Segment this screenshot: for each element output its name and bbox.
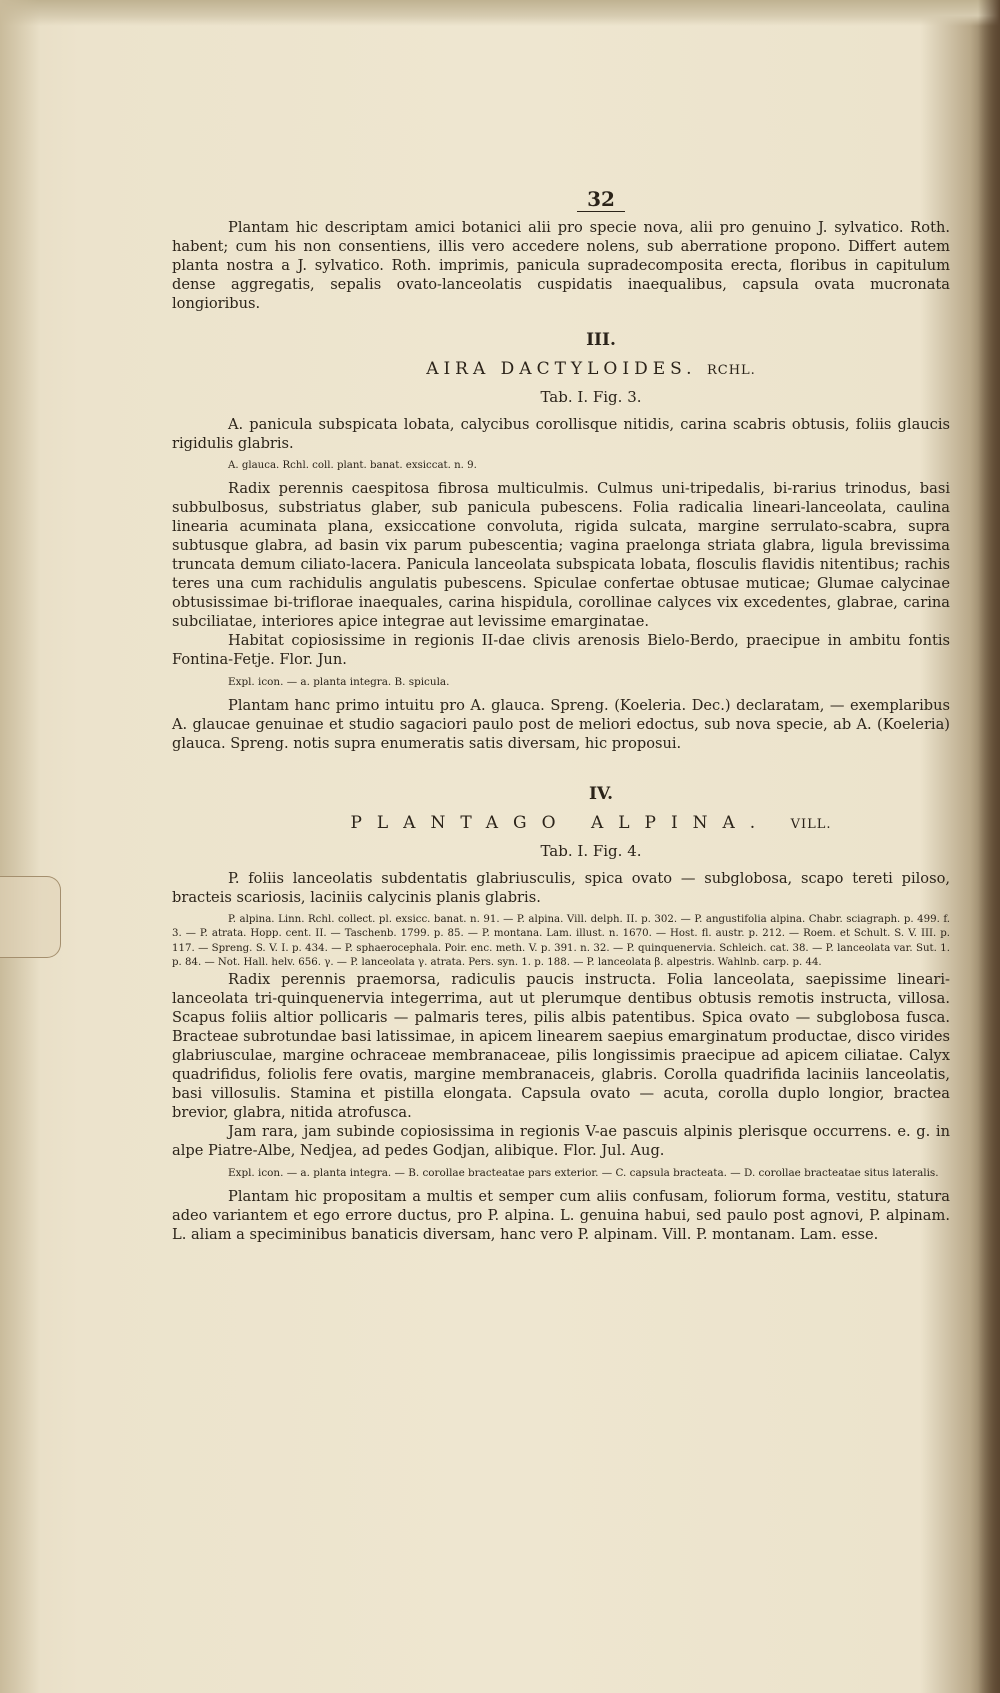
page-binding-edge — [0, 0, 40, 1693]
remark-aira: Plantam hanc primo intuitu pro A. glauca. Spreng. (Koeleria. Dec.) declaratam, — exemplaribus A. glaucae genuinae et studio sagaciori paulo post de meliori edoctus, sub nova specie, ab A. (Koeleria) glauca. Spreng. notis supra enumeratis satis diversam, hic proposui. — [172, 697, 950, 753]
page-top-edge — [0, 0, 1000, 26]
description-aira: Radix perennis caespitosa fibrosa multiculmis. Culmus uni-tripedalis, bi-rarius trinodus, basi subbulbosus, substriatus glaber, sub panicula pubescens. Folia radicalia lineari-lanceolata, caulina linearia acuminata plana, exsiccatione convoluta, rigida sulcata, margine serrulato-scabra, supra subtusque glabra, ad basin vix parum pubescentia; vagina praelonga striata glabra, ligula brevissima truncata demum ciliato-lacera. Panicula lanceolata subspicata lobata, flosculis flavidis nitentibus; rachis teres una cum rachidulis angulatis pubescens. Spiculae confertae obtusae muticae; Glumae calycinae obtusissimae bi-triflorae inaequales, carina hispidula, corollinae calyces vix excedentes, glabrae, carina subciliatae, interiores apice integrae aut levissime emarginatae. — [172, 480, 950, 631]
species-author-plantago: VILL. — [790, 817, 832, 833]
remark-plantago: Plantam hic propositam a multis et semper cum aliis confusam, foliorum forma, vestitu, statura adeo variantem et ego errore ductus, pro P. alpina. L. genuina habui, sed paulo post agnovi, P. alpinam. L. aliam a speciminibus banaticis diversam, hanc vero P. alpinam. Vill. P. montanam. Lam. esse. — [172, 1188, 950, 1244]
species-name-plantago: PLANTAGO ALPINA. — [350, 813, 771, 834]
diagnosis-plantago: P. foliis lanceolatis subdentatis glabriusculis, spica ovato — subglobosa, scapo tereti piloso, bracteis scariosis, laciniis calycinis planis glabris. — [172, 870, 950, 907]
paper-clip-band — [0, 876, 61, 958]
explanation-plantago: Expl. icon. — a. planta integra. — B. corollae bracteatae pars exterior. — C. capsula bracteata. — D. corollae bracteatae situs lateralis. — [228, 1167, 939, 1180]
section-number-4: IV. — [588, 784, 614, 805]
explanation-aira: Expl. icon. — a. planta integra. B. spicula. — [228, 676, 450, 689]
synonym-aira: A. glauca. Rchl. coll. plant. banat. exsiccat. n. 9. — [228, 460, 477, 471]
intro-paragraph: Plantam hic descriptam amici botanici alii pro specie nova, alii pro genuino J. sylvatico. Roth. habent; cum his non consentiens, illis vero accedere nolens, sub aberratione propono. Differt autem planta nostra a J. sylvatico. Roth. imprimis, panicula supradecomposita erecta, floribus in capitulum dense aggregatis, sepalis ovato-lanceolatis cuspidatis inaequalibus, capsula ovata mucronata longioribus. — [172, 219, 950, 312]
page-number: 32 — [252, 190, 950, 212]
habitat-aira: Habitat copiosissime in regionis II-dae clivis arenosis Bielo-Berdo, praecipue in ambitu fontis Fontina-Fetje. Flor. Jun. — [172, 632, 950, 669]
species-title-plantago — [232, 814, 950, 834]
synonyms-plantago: P. alpina. Linn. Rchl. collect. pl. exsicc. banat. n. 91. — P. alpina. Vill. delph. II. p. 302. — P. angustifolia alpina. Chabr. sciagraph. p. 499. f. 3. — P. atrata. Hopp. cent. II. — Taschenb. 1799. p. 85. — P. montana. Lam. illust. n. 1670. — Host. fl. austr. p. 212. — Roem. et Schult. S. V. III. p. 117. — Spreng. S. V. I. p. 434. — P. sphaerocephala. Poir. enc. meth. V. p. 391. n. 32. — P. quinquenervia. Schleich. cat. 38. — P. lanceolata var. Sut. 1. p. 84. — Not. Hall. helv. 656. γ. — P. lanceolata γ. atrata. Pers. syn. 1. p. 188. — P. lanceolata β. alpestris. Wahlnb. carp. p. 44. — [172, 914, 950, 968]
habitat-plantago: Jam rara, jam subinde copiosissima in regionis V-ae pascuis alpinis plerisque occurrens. e. g. in alpe Piatre-Albe, Nedjea, ad pedes Godjan, alibique. Flor. Jul. Aug. — [172, 1123, 950, 1160]
tab-reference-plantago: Tab. I. Fig. 4. — [540, 842, 642, 861]
tab-reference-aira: Tab. I. Fig. 3. — [540, 388, 642, 406]
species-title-aira — [232, 360, 950, 380]
page-right-shadow — [978, 0, 1000, 1693]
species-name-aira: AIRA DACTYLOIDES. — [426, 359, 697, 379]
diagnosis-aira: A. panicula subspicata lobata, calycibus corollisque nitidis, carina scabris obtusis, foliis glaucis rigidulis glabris. — [172, 416, 950, 452]
description-plantago: Radix perennis praemorsa, radiculis paucis instructa. Folia lanceolata, saepissime lineari-lanceolata tri-quinquenervia integerrima, aut ut plerumque dentibus obtusis remotis instructa, villosa. Scapus foliis altior pollicaris — palmaris teres, pilis albis patentibus. Spica ovato — subglobosa fusca. Bracteae subrotundae basi latissimae, in apicem linearem saepius emarginatum productae, disco virides glabriusculae, margine ochraceae membranaceae, pilis longissimis praecipue ad apicem ciliatae. Calyx quadrifidus, foliolis fere ovatis, margine membranaceis, glabris. Corolla quadrifida laciniis lanceolatis, basi villosulis. Stamina et pistilla elongata. Capsula ovato — acuta, corolla duplo longior, bractea brevior, glabra, nitida atrofusca. — [172, 971, 950, 1122]
page-text-block — [172, 187, 950, 1244]
species-author-aira: RCHL. — [706, 363, 756, 378]
section-number-3: III. — [586, 330, 616, 350]
